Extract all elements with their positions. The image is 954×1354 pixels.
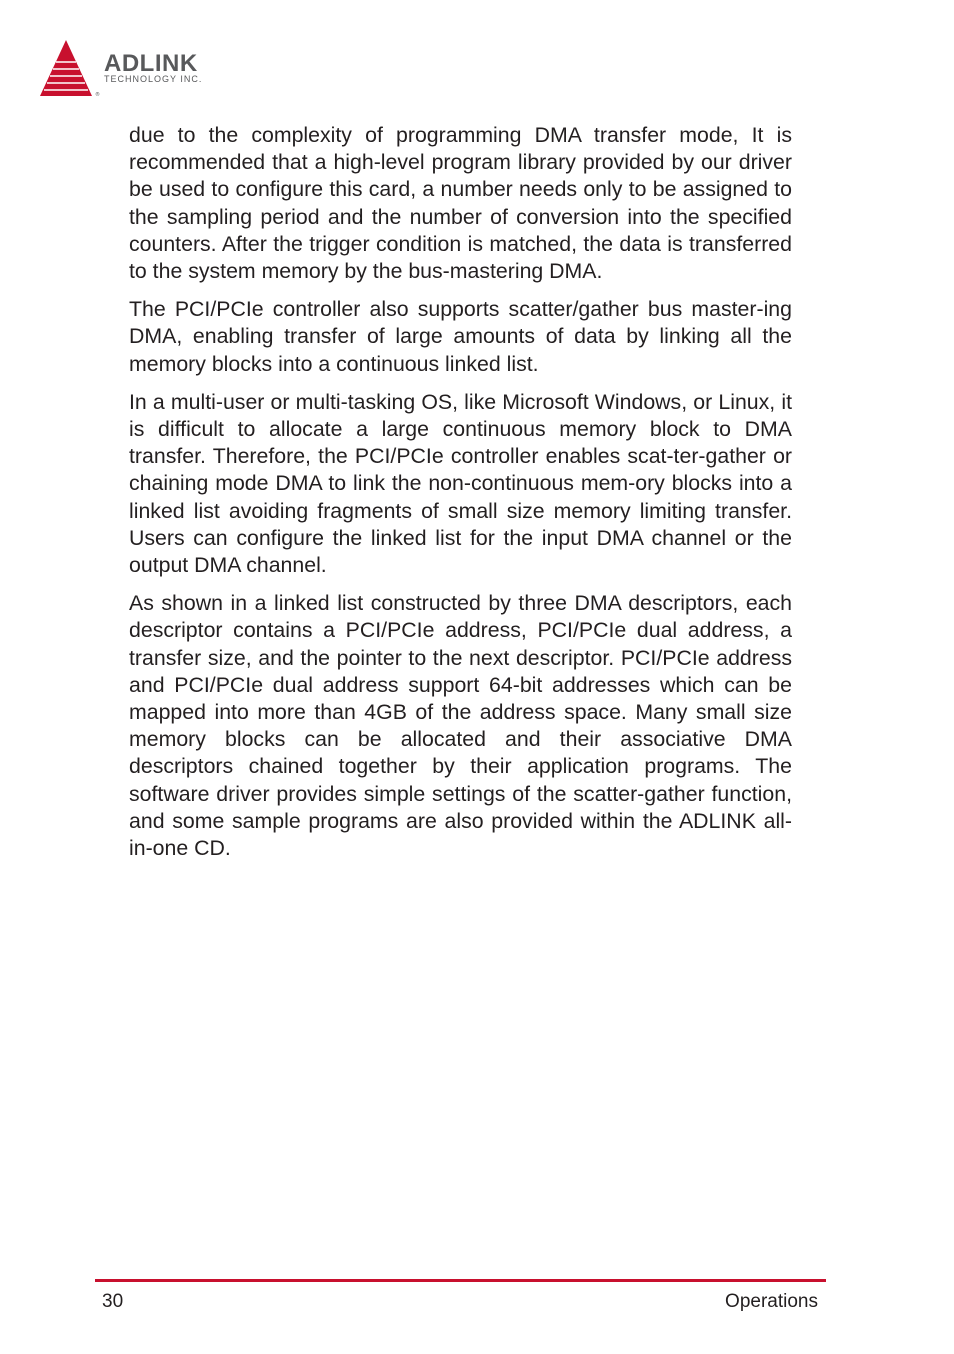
logo-tagline-text: TECHNOLOGY INC.: [104, 74, 203, 84]
logo-triangle-icon: [40, 40, 92, 96]
footer-section-name: Operations: [725, 1291, 818, 1312]
paragraph-scatter-gather: The PCI/PCIe controller also supports scatter/gather bus master-ing DMA, enabling transfer of large amounts of data by linking all the memory blocks into a continuous linked list.: [129, 297, 792, 376]
logo-brand-text: ADLINK: [104, 50, 198, 77]
footer-rule: [95, 1279, 826, 1282]
body-text: [129, 122, 792, 873]
paragraph-dma-configuration: due to the complexity of programming DMA transfer mode, It is recommended that a high-level program library provided by our driver be used to configure this card, a number needs only to be assigned to the sampling period and the number of conversion into the specified counters. After the trigger condition is matched, the data is transferred to the system memory by the bus-mastering DMA.: [129, 123, 792, 284]
paragraph-multitasking-os: In a multi-user or multi-tasking OS, like Microsoft Windows, or Linux, it is difficult to allocate a large continuous memory block to DMA transfer. Therefore, the PCI/PCIe controller enables scat-ter-gather or chaining mode DMA to link the non-continuous mem-ory blocks into a linked list avoiding fragments of small size memory limiting transfer. Users can configure the linked list for the input DMA channel or the output DMA channel.: [129, 389, 792, 578]
paragraph-dma-descriptors: As shown in a linked list constructed by three DMA descriptors, each descriptor contains a PCI/PCIe address, PCI/PCIe dual address, a transfer size, and the pointer to the next descriptor. PCI/PCIe address and PCI/PCIe dual address support 64-bit addresses which can be mapped into more than 4GB of the address space. Many small size memory blocks can be allocated and their associative DMA descriptors chained together by their application programs. The software driver provides simple settings of the scatter-gather function, and some sample programs are also provided within the ADLINK all-in-one CD.: [129, 591, 792, 861]
adlink-logo: [40, 38, 240, 100]
page-number: 30: [102, 1291, 124, 1312]
registered-mark-icon: ®: [95, 92, 100, 98]
